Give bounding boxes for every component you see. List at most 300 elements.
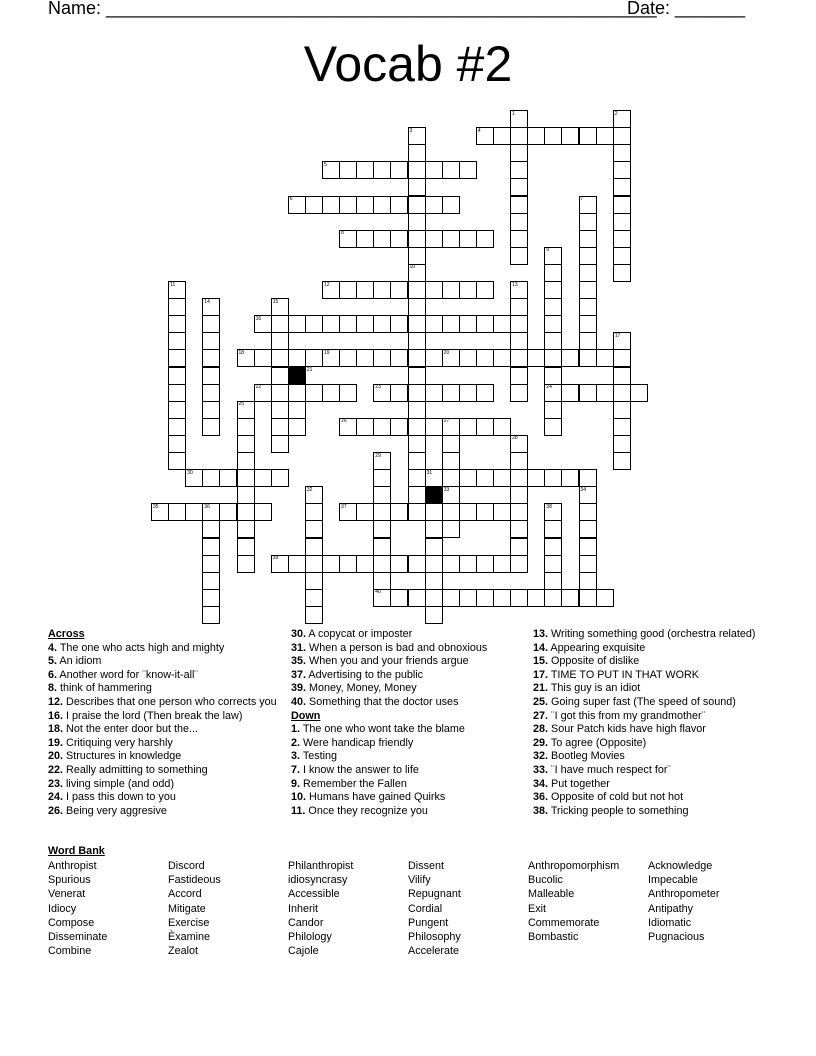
clue-number: 32. [533, 750, 549, 763]
crossword-cell[interactable] [168, 332, 186, 350]
crossword-cell[interactable] [271, 349, 289, 367]
crossword-cell[interactable] [288, 555, 306, 573]
crossword-cell[interactable] [168, 452, 186, 470]
crossword-cell[interactable] [408, 589, 426, 607]
crossword-cell[interactable] [202, 384, 220, 402]
crossword-cell[interactable] [408, 503, 426, 521]
crossword-cell[interactable] [271, 401, 289, 419]
crossword-cell[interactable] [510, 196, 528, 214]
crossword-cell[interactable] [476, 469, 494, 487]
crossword-cell[interactable] [544, 401, 562, 419]
crossword-cell[interactable] [305, 606, 323, 624]
crossword-cell[interactable] [390, 349, 408, 367]
crossword-cell[interactable] [219, 503, 237, 521]
crossword-cell[interactable] [202, 367, 220, 385]
crossword-cell[interactable] [544, 589, 562, 607]
crossword-cell[interactable] [373, 281, 391, 299]
crossword-cell[interactable] [339, 196, 357, 214]
crossword-cell[interactable] [579, 555, 597, 573]
crossword-cell[interactable] [544, 281, 562, 299]
crossword-cell[interactable] [356, 161, 374, 179]
crossword-cell[interactable] [510, 161, 528, 179]
crossword-cell[interactable] [493, 469, 511, 487]
crossword-cell[interactable] [613, 196, 631, 214]
crossword-cell[interactable] [493, 503, 511, 521]
crossword-cell[interactable] [254, 503, 272, 521]
crossword-cell[interactable] [425, 572, 443, 590]
crossword-cell[interactable] [561, 127, 579, 145]
crossword-cell[interactable] [202, 469, 220, 487]
clue-number: 38. [533, 804, 549, 817]
crossword-cell[interactable] [356, 281, 374, 299]
crossword-cell[interactable] [510, 538, 528, 556]
crossword-cell[interactable] [202, 315, 220, 333]
crossword-cell[interactable] [459, 503, 477, 521]
crossword-cell[interactable] [373, 349, 391, 367]
crossword-cell[interactable] [510, 555, 528, 573]
crossword-cell[interactable] [339, 555, 357, 573]
crossword-cell[interactable] [305, 384, 323, 402]
crossword-cell[interactable] [305, 555, 323, 573]
crossword-cell[interactable] [613, 367, 631, 385]
crossword-cell[interactable] [288, 418, 306, 436]
crossword-cell[interactable] [237, 452, 255, 470]
crossword-cell[interactable] [510, 349, 528, 367]
crossword-cell[interactable] [579, 264, 597, 282]
crossword-cell[interactable] [288, 401, 306, 419]
clue-text: Opposite of cold but not hot [548, 791, 684, 804]
crossword-cell[interactable] [390, 384, 408, 402]
crossword-cell[interactable] [527, 589, 545, 607]
crossword-cell[interactable] [271, 469, 289, 487]
crossword-cell[interactable] [305, 196, 323, 214]
crossword-cell[interactable] [425, 589, 443, 607]
crossword-cell[interactable] [493, 315, 511, 333]
clue-text: Really admitting to something [63, 763, 208, 776]
crossword-cell[interactable] [510, 486, 528, 504]
clue-item [48, 778, 283, 792]
name-field-label[interactable]: Name: _______________________________________________________ [48, 0, 657, 18]
crossword-cell[interactable] [476, 418, 494, 436]
crossword-cell[interactable] [510, 367, 528, 385]
crossword-cell[interactable] [510, 247, 528, 265]
crossword-cell[interactable] [459, 384, 477, 402]
crossword-cell[interactable] [544, 332, 562, 350]
crossword-cell[interactable] [202, 572, 220, 590]
word-bank-word: Exit [528, 902, 546, 915]
crossword-cell[interactable] [544, 538, 562, 556]
crossword-cell[interactable] [408, 401, 426, 419]
word-bank-word: Idiocy [48, 902, 77, 915]
crossword-cell[interactable] [510, 469, 528, 487]
crossword-cell[interactable] [356, 315, 374, 333]
crossword-cell[interactable] [596, 589, 614, 607]
crossword-cell[interactable] [408, 367, 426, 385]
crossword-cell[interactable] [390, 281, 408, 299]
crossword-cell[interactable] [561, 469, 579, 487]
crossword-cell[interactable] [305, 538, 323, 556]
crossword-cell[interactable] [202, 520, 220, 538]
crossword-cell[interactable] [510, 213, 528, 231]
crossword-cell[interactable] [356, 418, 374, 436]
crossword-cell[interactable] [322, 315, 340, 333]
crossword-cell[interactable] [339, 281, 357, 299]
crossword-cell[interactable] [510, 520, 528, 538]
crossword-cell[interactable] [408, 555, 426, 573]
crossword-cell[interactable] [356, 503, 374, 521]
crossword-clue-number: 31 [426, 469, 433, 476]
crossword-cell[interactable] [561, 384, 579, 402]
crossword-cell[interactable] [373, 469, 391, 487]
crossword-cell[interactable] [202, 332, 220, 350]
crossword-cell[interactable] [579, 213, 597, 231]
crossword-cell[interactable] [442, 196, 460, 214]
crossword-cell[interactable] [579, 520, 597, 538]
crossword-cell[interactable] [613, 127, 631, 145]
crossword-cell[interactable] [373, 161, 391, 179]
crossword-cell[interactable] [168, 401, 186, 419]
crossword-cell[interactable] [579, 589, 597, 607]
crossword-cell[interactable] [510, 230, 528, 248]
crossword-cell[interactable] [613, 247, 631, 265]
crossword-cell[interactable] [390, 589, 408, 607]
crossword-cell[interactable] [271, 418, 289, 436]
crossword-cell[interactable] [476, 230, 494, 248]
crossword-cell[interactable] [168, 503, 186, 521]
crossword-cell[interactable] [408, 298, 426, 316]
crossword-cell[interactable] [339, 384, 357, 402]
crossword-cell[interactable] [442, 589, 460, 607]
crossword-cell[interactable] [168, 367, 186, 385]
crossword-cell[interactable] [237, 503, 255, 521]
crossword-cell[interactable] [408, 144, 426, 162]
crossword-cell[interactable] [476, 315, 494, 333]
crossword-cell[interactable] [168, 315, 186, 333]
crossword-cell[interactable] [322, 555, 340, 573]
crossword-cell[interactable] [168, 435, 186, 453]
crossword-cell[interactable] [305, 349, 323, 367]
crossword-cell[interactable] [544, 127, 562, 145]
crossword-cell[interactable] [510, 452, 528, 470]
crossword-cell[interactable] [408, 281, 426, 299]
crossword-cell[interactable] [579, 230, 597, 248]
crossword-clue-number: 2 [614, 110, 618, 117]
crossword-cell[interactable] [425, 555, 443, 573]
crossword-cell[interactable] [390, 161, 408, 179]
crossword-cell[interactable] [390, 230, 408, 248]
crossword-cell[interactable] [579, 247, 597, 265]
crossword-cell[interactable] [630, 384, 648, 402]
crossword-cell[interactable] [561, 589, 579, 607]
crossword-cell[interactable] [254, 469, 272, 487]
crossword-cell[interactable] [202, 606, 220, 624]
crossword-cell[interactable] [271, 315, 289, 333]
crossword-cell[interactable] [390, 555, 408, 573]
crossword-clue-number: 24 [546, 384, 552, 391]
crossword-cell[interactable] [561, 349, 579, 367]
crossword-clue-number: 23 [375, 384, 381, 391]
crossword-cell[interactable] [510, 127, 528, 145]
crossword-cell[interactable] [442, 469, 460, 487]
word-bank-word: Venerat [48, 888, 86, 901]
crossword-cell[interactable] [288, 315, 306, 333]
crossword-cell[interactable] [544, 315, 562, 333]
crossword-cell[interactable] [613, 401, 631, 419]
crossword-cell[interactable] [373, 196, 391, 214]
crossword-cell[interactable] [305, 503, 323, 521]
word-bank-word: Malleable [528, 888, 575, 901]
crossword-cell[interactable] [459, 315, 477, 333]
crossword-cell[interactable] [544, 469, 562, 487]
crossword-cell[interactable] [425, 520, 443, 538]
crossword-cell[interactable] [442, 555, 460, 573]
crossword-cell[interactable] [613, 435, 631, 453]
crossword-cell[interactable] [339, 315, 357, 333]
crossword-cell[interactable] [390, 503, 408, 521]
crossword-cell[interactable] [510, 144, 528, 162]
crossword-cell[interactable] [579, 298, 597, 316]
crossword-cell[interactable] [185, 503, 203, 521]
crossword-cell[interactable] [510, 332, 528, 350]
crossword-cell[interactable] [373, 538, 391, 556]
crossword-cell[interactable] [373, 520, 391, 538]
crossword-cell[interactable] [356, 555, 374, 573]
crossword-cell[interactable] [390, 196, 408, 214]
crossword-cell[interactable] [237, 469, 255, 487]
crossword-cell[interactable] [425, 606, 443, 624]
crossword-cell[interactable] [544, 418, 562, 436]
crossword-cell[interactable] [408, 486, 426, 504]
crossword-cell[interactable] [288, 384, 306, 402]
crossword-cell[interactable] [408, 469, 426, 487]
crossword-cell[interactable] [476, 384, 494, 402]
crossword-clue-number: 9 [546, 247, 550, 254]
crossword-cell[interactable] [202, 538, 220, 556]
crossword-cell[interactable] [425, 384, 443, 402]
crossword-clue-number: 17 [614, 332, 621, 339]
crossword-cell[interactable] [596, 127, 614, 145]
crossword-cell[interactable] [271, 367, 289, 385]
crossword-cell[interactable] [202, 418, 220, 436]
crossword-clue-number: 33 [443, 486, 450, 493]
crossword-clue-number: 34 [580, 486, 587, 493]
crossword-cell[interactable] [168, 384, 186, 402]
crossword-cell[interactable] [442, 503, 460, 521]
crossword-cell[interactable] [373, 230, 391, 248]
crossword-cell[interactable] [527, 127, 545, 145]
crossword-cell[interactable] [168, 418, 186, 436]
crossword-cell[interactable] [425, 418, 443, 436]
crossword-cell[interactable] [493, 349, 511, 367]
crossword-cell[interactable] [408, 161, 426, 179]
crossword-cell[interactable] [408, 435, 426, 453]
crossword-cell[interactable] [510, 384, 528, 402]
crossword-cell[interactable] [476, 555, 494, 573]
crossword-cell[interactable] [322, 384, 340, 402]
crossword-cell[interactable] [510, 589, 528, 607]
crossword-cell[interactable] [408, 230, 426, 248]
crossword-cell[interactable] [493, 555, 511, 573]
clue-item [291, 805, 521, 819]
crossword-cell[interactable] [408, 213, 426, 231]
crossword-cell[interactable] [425, 196, 443, 214]
crossword-cell[interactable] [527, 349, 545, 367]
crossword-cell[interactable] [202, 555, 220, 573]
crossword-cell[interactable] [579, 127, 597, 145]
crossword-cell[interactable] [544, 520, 562, 538]
crossword-cell[interactable] [459, 589, 477, 607]
crossword-cell[interactable] [459, 161, 477, 179]
crossword-cell[interactable] [271, 435, 289, 453]
crossword-cell[interactable] [613, 230, 631, 248]
crossword-cell[interactable] [476, 503, 494, 521]
crossword-cell[interactable] [305, 589, 323, 607]
crossword-cell[interactable] [442, 384, 460, 402]
crossword-cell[interactable] [408, 418, 426, 436]
crossword-cell[interactable] [356, 196, 374, 214]
crossword-cell[interactable] [596, 384, 614, 402]
crossword-cell[interactable] [408, 349, 426, 367]
crossword-cell[interactable] [219, 469, 237, 487]
crossword-cell[interactable] [527, 469, 545, 487]
crossword-cell[interactable] [613, 384, 631, 402]
crossword-cell[interactable] [459, 230, 477, 248]
crossword-cell[interactable] [544, 264, 562, 282]
crossword-cell[interactable] [254, 349, 272, 367]
crossword-cell[interactable] [476, 589, 494, 607]
crossword-cell[interactable] [305, 315, 323, 333]
crossword-cell[interactable] [288, 349, 306, 367]
crossword-cell[interactable] [408, 178, 426, 196]
crossword-cell[interactable] [579, 503, 597, 521]
crossword-cell[interactable] [544, 298, 562, 316]
crossword-cell[interactable] [613, 161, 631, 179]
crossword-cell[interactable] [356, 349, 374, 367]
crossword-cell[interactable] [168, 298, 186, 316]
crossword-cell[interactable] [442, 281, 460, 299]
crossword-cell[interactable] [408, 315, 426, 333]
crossword-cell[interactable] [613, 349, 631, 367]
crossword-cell[interactable] [476, 281, 494, 299]
crossword-cell[interactable] [442, 315, 460, 333]
crossword-cell[interactable] [202, 401, 220, 419]
crossword-cell[interactable] [613, 213, 631, 231]
crossword-cell[interactable] [237, 418, 255, 436]
crossword-cell[interactable] [408, 332, 426, 350]
crossword-cell[interactable] [373, 503, 391, 521]
clue-text: To agree (Opposite) [548, 736, 647, 749]
crossword-cell[interactable] [493, 418, 511, 436]
crossword-cell[interactable] [425, 538, 443, 556]
crossword-cell[interactable] [425, 503, 443, 521]
crossword-cell[interactable] [425, 281, 443, 299]
crossword-cell[interactable] [613, 144, 631, 162]
crossword-cell[interactable] [373, 572, 391, 590]
crossword-cell[interactable] [339, 349, 357, 367]
crossword-cell[interactable] [168, 349, 186, 367]
crossword-cell[interactable] [373, 486, 391, 504]
crossword-cell[interactable] [579, 538, 597, 556]
crossword-cell[interactable] [390, 418, 408, 436]
crossword-cell[interactable] [459, 281, 477, 299]
crossword-cell[interactable] [613, 418, 631, 436]
crossword-cell[interactable] [322, 196, 340, 214]
crossword-cell[interactable] [202, 589, 220, 607]
crossword-cell[interactable] [408, 452, 426, 470]
crossword-cell[interactable] [408, 247, 426, 265]
crossword-cell[interactable] [613, 264, 631, 282]
crossword-cell[interactable] [390, 315, 408, 333]
crossword-cell[interactable] [442, 520, 460, 538]
crossword-cell[interactable] [237, 538, 255, 556]
crossword-cell[interactable] [510, 298, 528, 316]
crossword-cell[interactable] [202, 349, 220, 367]
crossword-cell[interactable] [493, 589, 511, 607]
crossword-cell[interactable] [544, 367, 562, 385]
crossword-cell[interactable] [510, 315, 528, 333]
crossword-cell[interactable] [442, 452, 460, 470]
crossword-cell[interactable] [613, 178, 631, 196]
crossword-cell[interactable] [305, 572, 323, 590]
crossword-cell[interactable] [579, 332, 597, 350]
crossword-cell[interactable] [493, 127, 511, 145]
crossword-cell[interactable] [271, 332, 289, 350]
crossword-cell[interactable] [339, 161, 357, 179]
crossword-cell[interactable] [596, 349, 614, 367]
date-field-label[interactable]: Date: _______ [627, 0, 746, 18]
crossword-cell[interactable] [459, 418, 477, 436]
crossword-cell[interactable] [579, 281, 597, 299]
crossword-cell[interactable] [425, 349, 443, 367]
crossword-cell[interactable] [510, 178, 528, 196]
crossword-cell[interactable] [442, 435, 460, 453]
crossword-cell[interactable] [425, 315, 443, 333]
crossword-cell[interactable] [237, 520, 255, 538]
crossword-cell[interactable] [544, 555, 562, 573]
word-bank-word: Philology [288, 931, 332, 944]
crossword-cell[interactable] [442, 161, 460, 179]
crossword-cell[interactable] [373, 555, 391, 573]
crossword-cell[interactable] [459, 469, 477, 487]
crossword-cell[interactable] [373, 315, 391, 333]
crossword-cell[interactable] [425, 230, 443, 248]
crossword-cell[interactable] [579, 384, 597, 402]
crossword-cell[interactable] [579, 315, 597, 333]
crossword-cell[interactable] [579, 572, 597, 590]
crossword-cell[interactable] [408, 196, 426, 214]
crossword-cell[interactable] [373, 418, 391, 436]
crossword-cell[interactable] [237, 435, 255, 453]
crossword-cell[interactable] [613, 452, 631, 470]
crossword-cell[interactable] [579, 349, 597, 367]
crossword-cell[interactable] [510, 503, 528, 521]
crossword-cell[interactable] [237, 486, 255, 504]
crossword-cell[interactable] [459, 349, 477, 367]
crossword-cell[interactable] [305, 520, 323, 538]
crossword-cell[interactable] [544, 349, 562, 367]
crossword-cell[interactable] [356, 230, 374, 248]
crossword-cell[interactable] [459, 555, 477, 573]
crossword-cell[interactable] [425, 161, 443, 179]
crossword-cell[interactable] [544, 572, 562, 590]
crossword-cell[interactable] [476, 349, 494, 367]
crossword-cell[interactable] [408, 384, 426, 402]
crossword-cell[interactable] [442, 230, 460, 248]
crossword-cell[interactable] [237, 555, 255, 573]
crossword-cell[interactable] [271, 384, 289, 402]
clue-item [533, 682, 773, 696]
crossword-cell[interactable] [579, 469, 597, 487]
